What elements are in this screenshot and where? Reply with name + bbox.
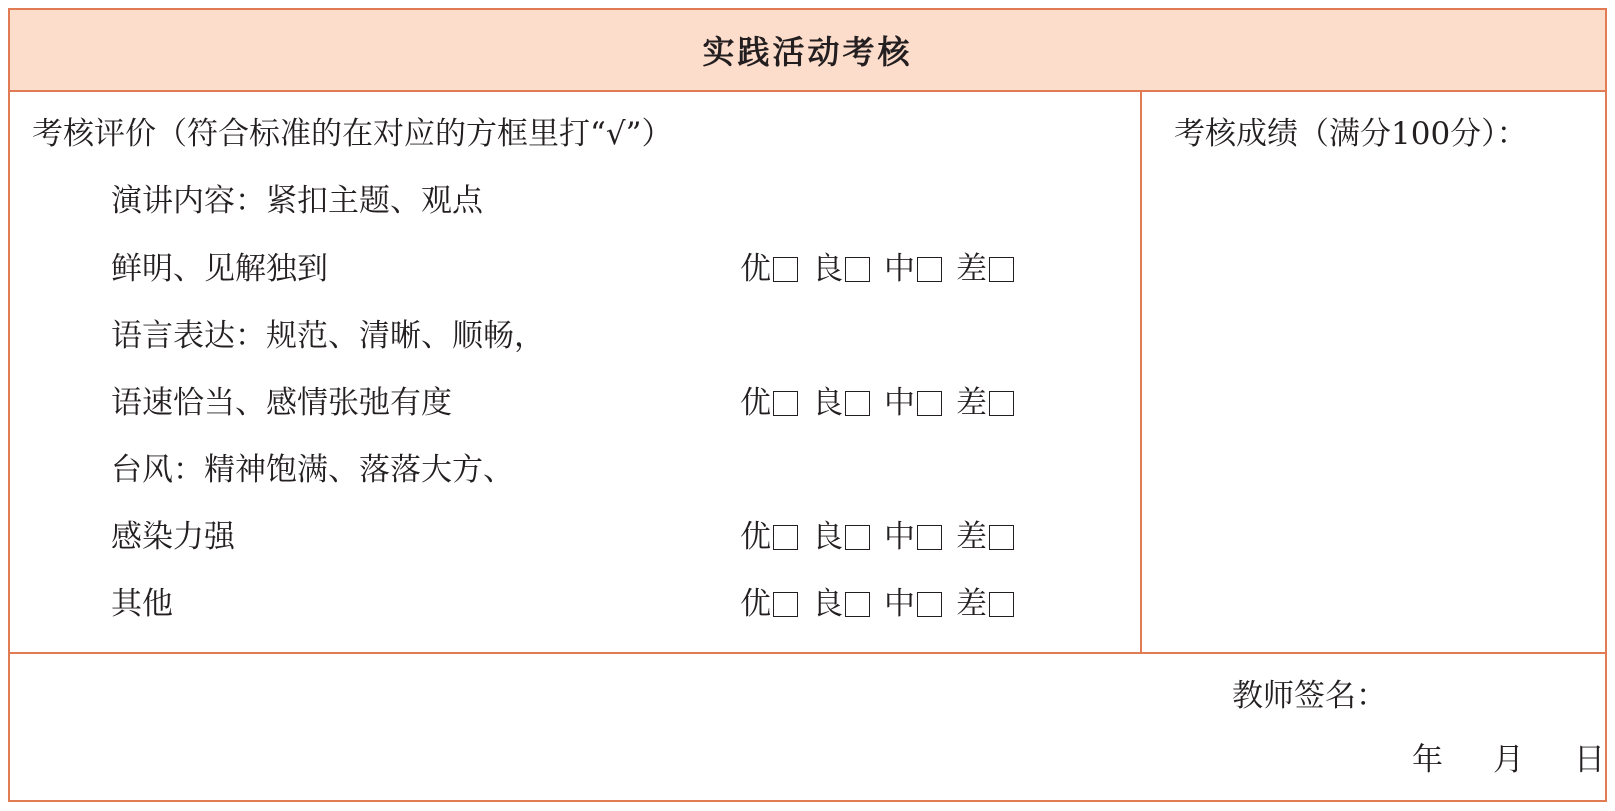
checkbox-poor[interactable] xyxy=(989,257,1014,282)
checkbox-poor[interactable] xyxy=(989,525,1014,550)
criterion-1-line-1: 演讲内容：紧扣主题、观点 xyxy=(111,183,483,219)
rating-excellent: 优 xyxy=(740,517,798,557)
rating-good: 良 xyxy=(812,517,870,557)
checkbox-average[interactable] xyxy=(917,525,942,550)
rating-poor: 差 xyxy=(956,517,1014,557)
criterion-2-line-1: 语言表达：规范、清晰、顺畅， xyxy=(111,318,545,354)
checkbox-good[interactable] xyxy=(845,592,870,617)
checkbox-good[interactable] xyxy=(845,391,870,416)
checkbox-average[interactable] xyxy=(917,592,942,617)
evaluation-heading: 考核评价（符合标准的在对应的方框里打“√”） xyxy=(32,116,673,152)
rating-excellent: 优 xyxy=(740,383,798,423)
criterion-4-line-2: 其他 xyxy=(111,586,173,622)
criterion-4-ratings xyxy=(740,584,1028,624)
rating-poor: 差 xyxy=(956,383,1014,423)
rating-average: 中 xyxy=(884,383,942,423)
rating-excellent: 优 xyxy=(740,584,798,624)
criterion-2-line-2: 语速恰当、感情张弛有度 xyxy=(111,385,452,421)
rating-good: 良 xyxy=(812,249,870,289)
evaluation-section xyxy=(10,92,1142,652)
teacher-signature-label: 教师签名： xyxy=(1232,678,1387,714)
table-title: 实践活动考核 xyxy=(10,10,1605,92)
checkbox-average[interactable] xyxy=(917,257,942,282)
score-section xyxy=(1142,92,1605,652)
checkbox-excellent[interactable] xyxy=(773,592,798,617)
rating-good: 良 xyxy=(812,383,870,423)
date-line xyxy=(1412,740,1605,780)
criterion-1-ratings xyxy=(740,249,1028,289)
month-label: 月 xyxy=(1493,742,1524,778)
checkbox-good[interactable] xyxy=(845,525,870,550)
checkbox-average[interactable] xyxy=(917,391,942,416)
rating-average: 中 xyxy=(884,584,942,624)
checkbox-excellent[interactable] xyxy=(773,525,798,550)
day-label: 日 xyxy=(1574,742,1605,778)
signature-section xyxy=(10,652,1605,800)
checkbox-poor[interactable] xyxy=(989,592,1014,617)
rating-poor: 差 xyxy=(956,584,1014,624)
criterion-1-line-2: 鲜明、见解独到 xyxy=(111,251,328,287)
criterion-2-ratings xyxy=(740,383,1028,423)
checkbox-good[interactable] xyxy=(845,257,870,282)
checkbox-poor[interactable] xyxy=(989,391,1014,416)
rating-good: 良 xyxy=(812,584,870,624)
criterion-3-line-2: 感染力强 xyxy=(111,519,235,555)
criterion-3-ratings xyxy=(740,517,1028,557)
year-label: 年 xyxy=(1412,742,1443,778)
rating-average: 中 xyxy=(884,517,942,557)
criterion-3-line-1: 台风：精神饱满、落落大方、 xyxy=(111,452,514,488)
checkbox-excellent[interactable] xyxy=(773,257,798,282)
rating-poor: 差 xyxy=(956,249,1014,289)
rating-excellent: 优 xyxy=(740,249,798,289)
assessment-table xyxy=(8,8,1607,802)
score-label: 考核成绩（满分100分）： xyxy=(1174,116,1528,152)
checkbox-excellent[interactable] xyxy=(773,391,798,416)
rating-average: 中 xyxy=(884,249,942,289)
